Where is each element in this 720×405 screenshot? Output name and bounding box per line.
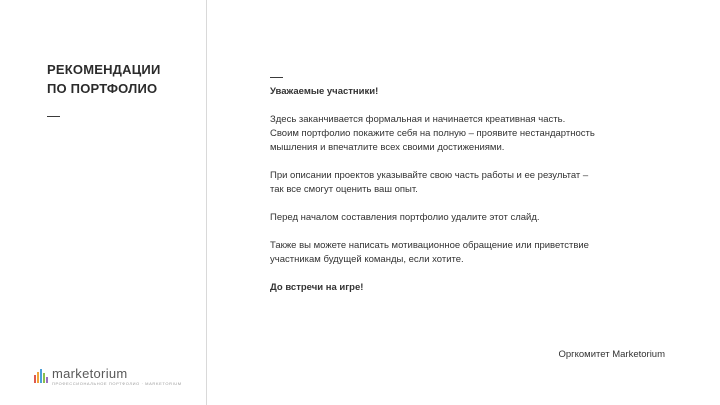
paragraph-line: Здесь заканчивается формальная и начинается креативная часть. — [270, 114, 566, 125]
title-line-1: РЕКОМЕНДАЦИИ — [47, 62, 161, 77]
paragraph-line: При описании проектов указывайте свою часть работы и ее результат – — [270, 170, 589, 181]
logo-tagline: ПРОФЕССИОНАЛЬНОЕ ПОРТФОЛИО · MARKETORIUM — [52, 381, 182, 386]
marketorium-logo — [34, 366, 184, 388]
paragraph-line: мышления и впечатлите всех своими достижениями. — [270, 142, 505, 153]
paragraph-line: участникам будущей команды, если хотите. — [270, 254, 464, 265]
title-line-2: ПО ПОРТФОЛИО — [47, 81, 158, 96]
paragraph-line: Также вы можете написать мотивационное обращение или приветствие — [270, 240, 589, 251]
paragraph-line: Перед началом составления портфолио удалите этот слайд. — [270, 212, 540, 223]
paragraph-delete-slide — [270, 211, 670, 225]
signature-text: Оргкомитет Marketorium — [558, 349, 665, 360]
content-body — [270, 85, 670, 295]
paragraph-line: Своим портфолио покажите себя на полную – проявите нестандартность — [270, 128, 595, 139]
content-divider — [270, 77, 283, 78]
paragraph-projects — [270, 169, 670, 197]
closing-text: До встречи на игре! — [270, 282, 364, 293]
greeting-text: Уважаемые участники! — [270, 86, 379, 97]
paragraph-line: так все смогут оценить ваш опыт. — [270, 184, 418, 195]
paragraph-motivation — [270, 239, 670, 267]
logo-wordmark: marketorium — [52, 366, 128, 381]
page-title — [47, 60, 197, 98]
paragraph-intro — [270, 113, 670, 155]
logo-mark-icon — [34, 369, 48, 383]
title-divider — [47, 116, 60, 117]
sidebar-panel — [0, 0, 207, 405]
